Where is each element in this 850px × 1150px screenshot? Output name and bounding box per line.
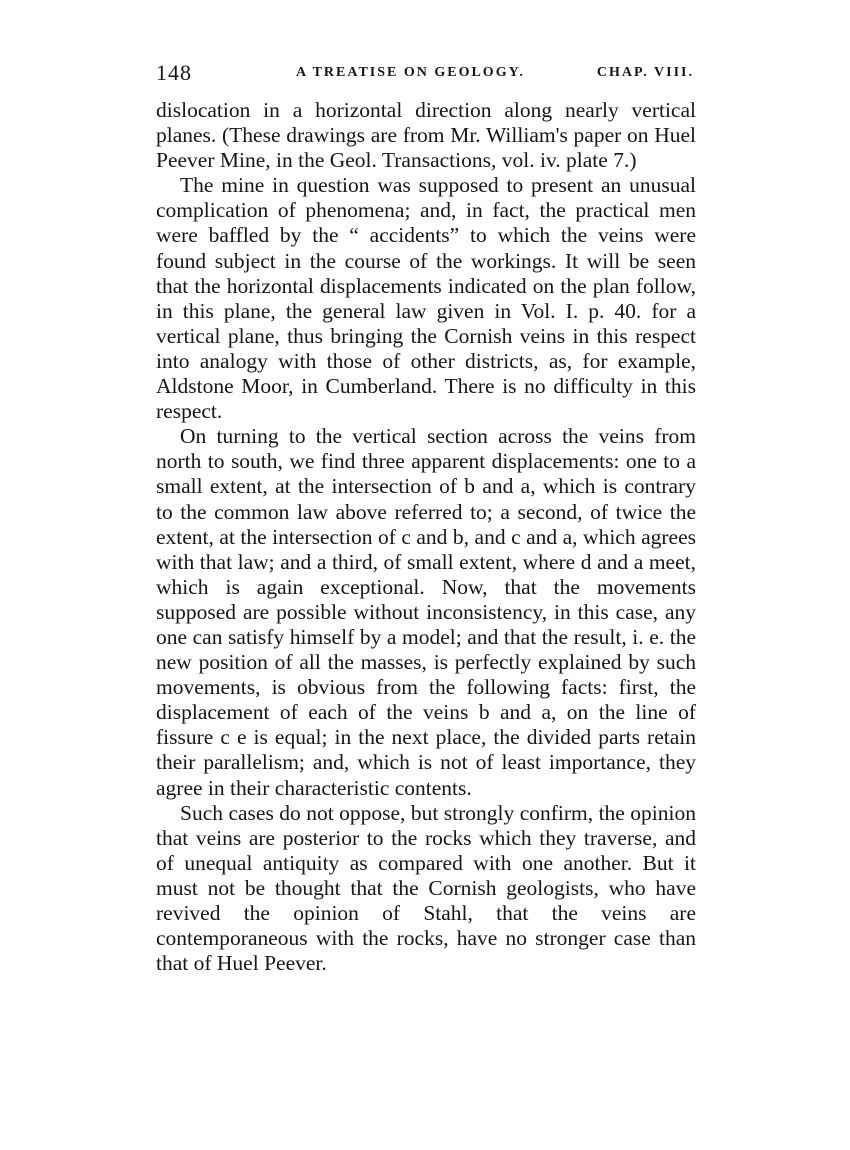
chapter-reference: CHAP. VIII.: [596, 65, 694, 80]
page-number: 148: [156, 60, 192, 85]
paragraph-conclusion: Such cases do not oppose, but strongly confirm, the opinion that veins are posterior to the rocks which they traverse, and of unequal antiquity as compared with one another. But it must not be thought that the Cornish geologists, who have revived the opinion of Stahl, that the veins are contemporaneous with the rocks, have no stronger case than that of Huel Peever.: [156, 800, 696, 976]
book-page: [156, 60, 696, 976]
paragraph-continuation: dislocation in a horizontal direction along nearly vertical planes. (These drawings are from Mr. William's paper on Huel Peever Mine, in the Geol. Transactions, vol. iv. plate 7.): [156, 98, 696, 173]
running-title: A TREATISE ON GEOLOGY.: [296, 65, 525, 80]
body-text: [156, 98, 696, 976]
paragraph-mine-complication: The mine in question was supposed to present an unusual complication of phenomena; and, in fact, the practical men were baffled by the “ accidents” to which the veins were found subject in the course of the workings. It will be seen that the horizontal displacements indicated on the plan follow, in this plane, the general law given in Vol. I. p. 40. for a vertical plane, thus bringing the Cornish veins in this respect into analogy with those of other districts, as, for example, Aldstone Moor, in Cumberland. There is no difficulty in this respect.: [156, 173, 696, 424]
running-head: [156, 60, 696, 86]
paragraph-vertical-section: On turning to the vertical section across the veins from north to south, we find three apparent displacements: one to a small extent, at the intersection of b and a, which is contrary to the common law above referred to; a second, of twice the extent, at the intersection of c and b, and c and a, which agrees with that law; and a third, of small extent, where d and a meet, which is again exceptional. Now, that the movements supposed are possible without inconsistency, in this case, any one can satisfy himself by a model; and that the result, i. e. the new position of all the masses, is perfectly explained by such movements, is obvious from the following facts: first, the displacement of each of the veins b and a, on the line of fissure c e is equal; in the next place, the divided parts retain their parallelism; and, which is not of least importance, they agree in their characteristic contents.: [156, 424, 696, 800]
